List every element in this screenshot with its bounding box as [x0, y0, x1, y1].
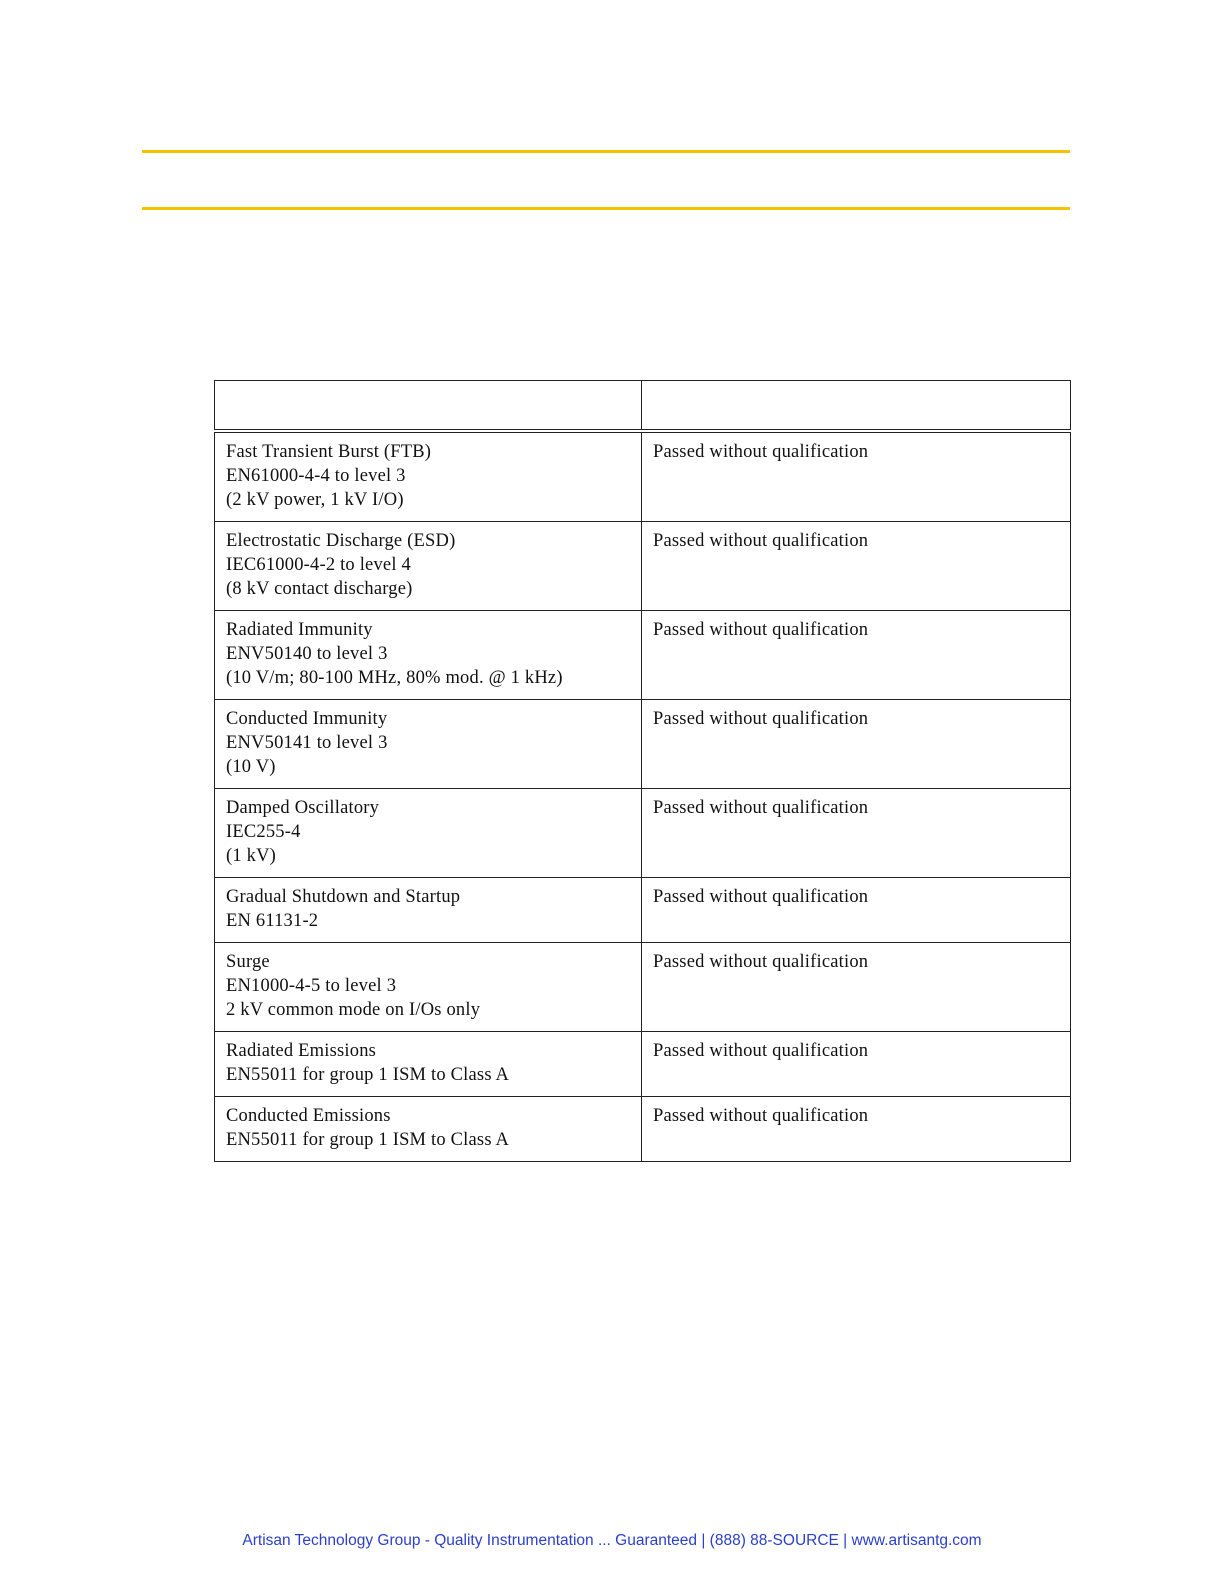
test-line: EN1000-4-5 to level 3	[226, 976, 397, 996]
test-line: Conducted Emissions	[226, 1106, 391, 1126]
result-cell: Passed without qualification	[642, 1032, 1071, 1097]
table-row	[215, 878, 1071, 943]
test-cell	[215, 943, 642, 1032]
test-line: EN55011 for group 1 ISM to Class A	[226, 1065, 510, 1085]
table-row	[215, 789, 1071, 878]
test-line: (8 kV contact discharge)	[226, 579, 413, 599]
test-line: Fast Transient Burst (FTB)	[226, 442, 432, 462]
test-line: (10 V)	[226, 757, 276, 777]
table-header	[215, 381, 1071, 432]
table-row	[215, 522, 1071, 611]
test-line: 2 kV common mode on I/Os only	[226, 1000, 481, 1020]
test-cell	[215, 431, 642, 522]
test-line: (10 V/m; 80-100 MHz, 80% mod. @ 1 kHz)	[226, 668, 563, 688]
test-line: Radiated Emissions	[226, 1041, 377, 1061]
test-cell	[215, 1032, 642, 1097]
table-row	[215, 1097, 1071, 1162]
result-cell: Passed without qualification	[642, 1097, 1071, 1162]
test-cell	[215, 789, 642, 878]
result-cell: Passed without qualification	[642, 522, 1071, 611]
test-line: IEC255-4	[226, 822, 301, 842]
test-line: Gradual Shutdown and Startup	[226, 887, 461, 907]
result-cell: Passed without qualification	[642, 431, 1071, 522]
result-cell: Passed without qualification	[642, 878, 1071, 943]
test-line: Damped Oscillatory	[226, 798, 380, 818]
table-row	[215, 431, 1071, 522]
test-cell	[215, 878, 642, 943]
table-row	[215, 611, 1071, 700]
test-line: EN 61131-2	[226, 911, 319, 931]
test-cell	[215, 522, 642, 611]
test-line: EN55011 for group 1 ISM to Class A	[226, 1130, 510, 1150]
test-line: EN61000-4-4 to level 3	[226, 466, 406, 486]
table-row	[215, 1032, 1071, 1097]
table-header-row	[215, 381, 1071, 432]
result-cell: Passed without qualification	[642, 700, 1071, 789]
header-rule-bottom	[142, 207, 1070, 210]
test-line: Surge	[226, 952, 270, 972]
test-line: (1 kV)	[226, 846, 277, 866]
test-line: ENV50141 to level 3	[226, 733, 388, 753]
result-cell: Passed without qualification	[642, 789, 1071, 878]
test-results-table	[214, 380, 1071, 1162]
test-line: IEC61000-4-2 to level 4	[226, 555, 411, 575]
test-line: ENV50140 to level 3	[226, 644, 388, 664]
test-line: Radiated Immunity	[226, 620, 373, 640]
result-cell: Passed without qualification	[642, 611, 1071, 700]
test-line: (2 kV power, 1 kV I/O)	[226, 490, 404, 510]
header-cell-test	[215, 381, 642, 432]
table-row	[215, 943, 1071, 1032]
header-cell-result	[642, 381, 1071, 432]
test-cell	[215, 611, 642, 700]
test-cell	[215, 1097, 642, 1162]
test-line: Electrostatic Discharge (ESD)	[226, 531, 456, 551]
test-line: Conducted Immunity	[226, 709, 388, 729]
result-cell: Passed without qualification	[642, 943, 1071, 1032]
table-row	[215, 700, 1071, 789]
test-cell	[215, 700, 642, 789]
footer-text: Artisan Technology Group - Quality Instrumentation ... Guaranteed | (888) 88-SOURCE | www.artisantg.com	[242, 1532, 982, 1549]
table-body	[215, 431, 1071, 1162]
header-rule-top	[142, 150, 1070, 153]
